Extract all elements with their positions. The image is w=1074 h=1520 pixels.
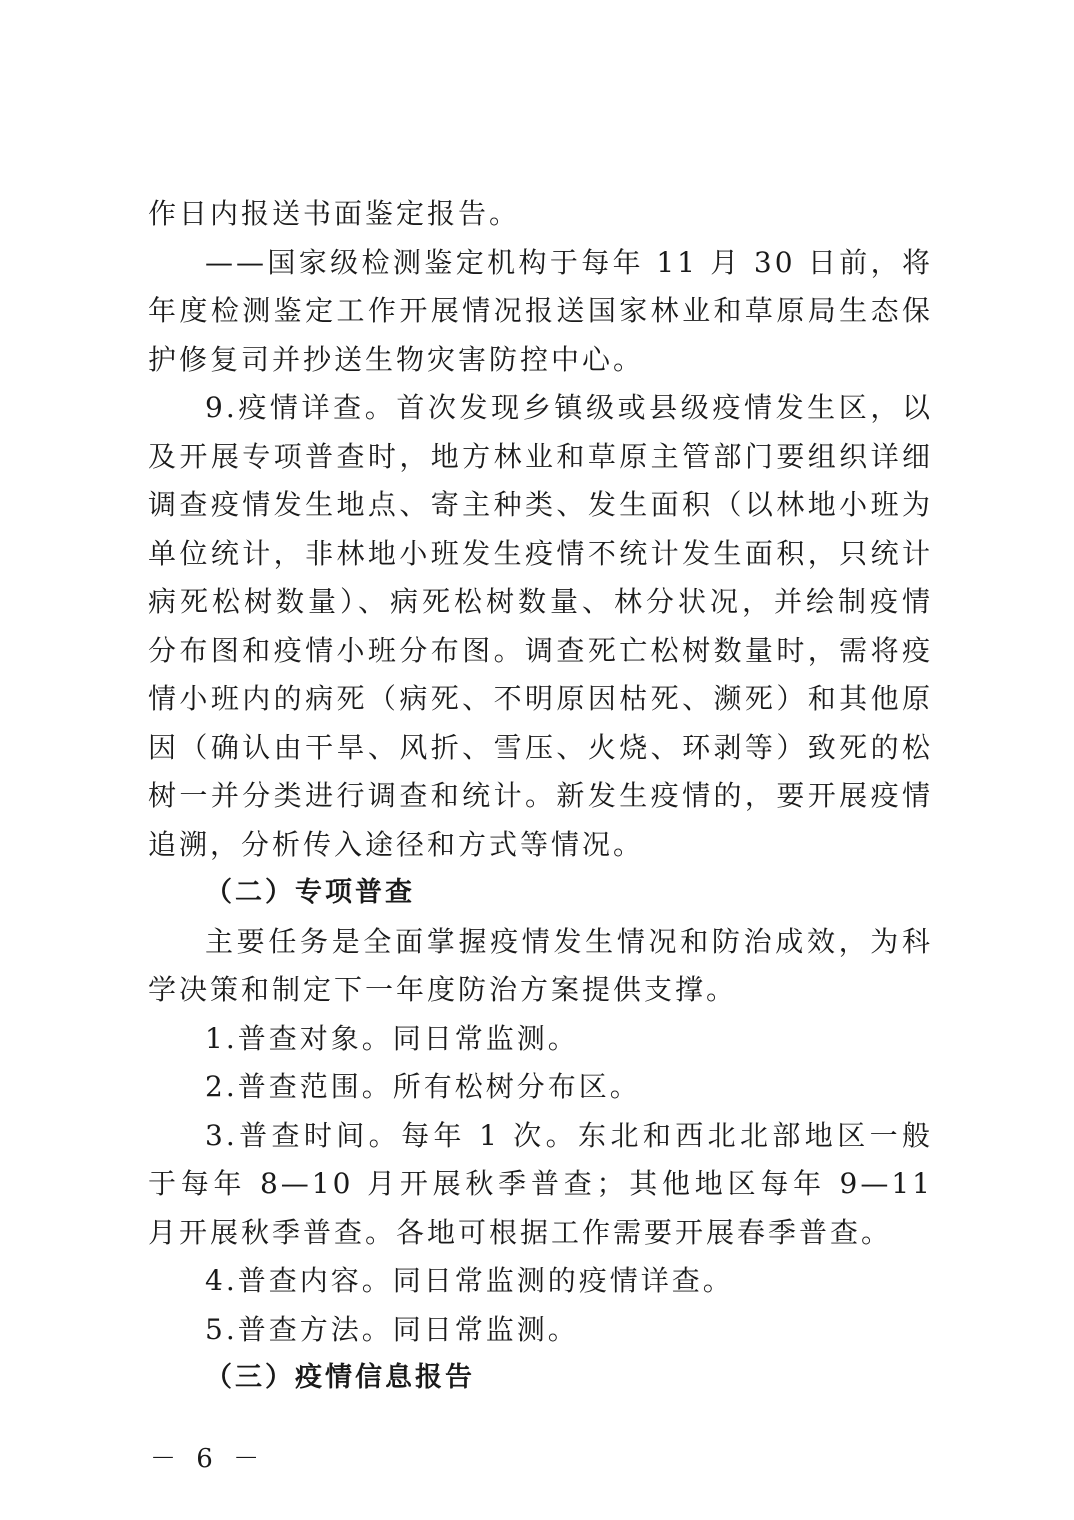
paragraph-main-task: 主要任务是全面掌握疫情发生情况和防治成效，为科学决策和制定下一年度防治方案提供支撑。 <box>148 924 933 1006</box>
page-number: － 6 － <box>150 1444 266 1474</box>
section-heading-special-census: （二）专项普查 <box>205 877 415 908</box>
paragraph-epidemic-survey: 9.疫情详查。首次发现乡镇级或县级疫情发生区，以及开展专项普查时，地方林业和草原主管部门要组织详细调查疫情发生地点、寄主种类、发生面积（以林地小班为单位统计，非林地小班发生疫情不统计发生面积，只统计病死松树数量）、病死松树数量、林分状况，并绘制疫情分布图和疫情小班分布图。调查死亡松树数量时，需将疫情小班内的病死（病死、不明原因枯死、濒死）和其他原因（确认由干旱、风折、雪压、火烧、环剥等）致死的松树一并分类进行调查和统计。新发生疫情的，要开展疫情追溯，分析传入途径和方式等情况。 <box>148 391 933 861</box>
paragraph-census-time: 3.普查时间。每年 1 次。东北和西北北部地区一般于每年 8—10 月开展秋季普查；其他地区每年 9—11 月开展秋季普查。各地可根据工作需要开展春季普查。 <box>148 1118 933 1249</box>
body-text <box>148 190 933 1403</box>
paragraph-census-method: 5.普查方法。同日常监测。 <box>205 1312 579 1346</box>
paragraph-census-object: 1.普查对象。同日常监测。 <box>205 1021 579 1055</box>
paragraph-census-scope: 2.普查范围。所有松树分布区。 <box>205 1070 641 1103</box>
paragraph-report-deadline: ——国家级检测鉴定机构于每年 11 月 30 日前，将年度检测鉴定工作开展情况报送国家林业和草原局生态保护修复司并抄送生物灾害防控中心。 <box>148 245 933 376</box>
section-heading-epidemic-report: （三）疫情信息报告 <box>205 1362 475 1393</box>
paragraph-census-content: 4.普查内容。同日常监测的疫情详查。 <box>205 1264 734 1297</box>
paragraph-continuation: 作日内报送书面鉴定报告。 <box>148 197 521 230</box>
